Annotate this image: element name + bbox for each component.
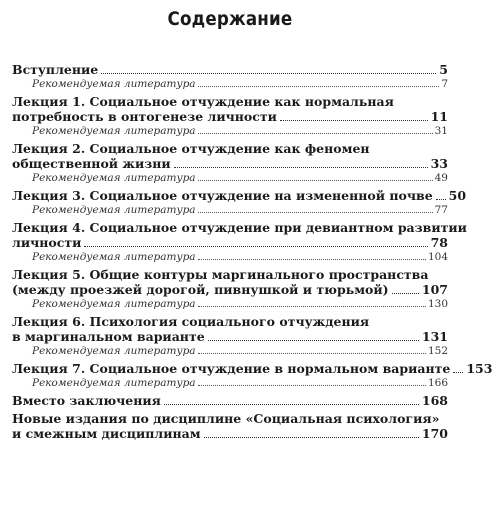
toc-line[interactable] <box>12 235 448 250</box>
toc-entry-title: Лекция 7. Социальное отчуждение в нормальном варианте <box>12 361 451 376</box>
toc-entry-title-cont: потребность в онтогенезе личности <box>12 109 277 124</box>
toc-page-number: 166 <box>427 377 448 389</box>
leader-dots <box>198 306 426 307</box>
toc-entry-title: Лекция 6. Психология социального отчуждения <box>12 314 370 329</box>
toc-line[interactable] <box>12 156 448 171</box>
toc-entry-title-cont: личности <box>12 235 82 250</box>
toc-entry-title: Вступление <box>12 62 99 77</box>
toc-page-number: 170 <box>421 426 448 441</box>
toc-subentry-title: Рекомендуемая литература <box>32 125 196 137</box>
leader-dots <box>198 385 426 386</box>
table-of-contents <box>12 62 492 444</box>
toc-entry-intro <box>12 62 448 91</box>
toc-entry-lecture-6 <box>12 314 448 358</box>
leader-dots <box>198 259 426 260</box>
toc-page-number: 11 <box>430 109 448 124</box>
toc-page <box>12 0 492 508</box>
toc-entry-conclusion <box>12 393 448 408</box>
toc-entry-title-cont: и смежным дисциплинам <box>12 426 201 441</box>
toc-line[interactable] <box>12 109 448 124</box>
toc-subentry-title: Рекомендуемая литература <box>32 298 196 310</box>
toc-page-number: 152 <box>427 345 448 357</box>
toc-line[interactable] <box>12 361 492 376</box>
toc-entry-lecture-2 <box>12 141 448 185</box>
toc-page-number: 7 <box>441 78 448 90</box>
toc-subentry-title: Рекомендуемая литература <box>32 204 196 216</box>
toc-page-number: 168 <box>421 393 448 408</box>
toc-entry-title: Лекция 1. Социальное отчуждение как нормальная <box>12 94 394 109</box>
toc-page-number: 49 <box>434 172 448 184</box>
page-title: Содержание <box>167 8 293 30</box>
toc-entry-title-cont: (между проезжей дорогой, пивнушкой и тюрьмой) <box>12 282 389 297</box>
toc-subentry-title: Рекомендуемая литература <box>32 377 196 389</box>
toc-line[interactable] <box>12 426 448 441</box>
leader-dots <box>198 133 433 134</box>
toc-entry-lecture-4 <box>12 220 467 264</box>
leader-dots <box>436 199 446 200</box>
toc-line[interactable] <box>12 62 448 77</box>
leader-dots <box>392 293 419 294</box>
toc-entry-title: Лекция 3. Социальное отчуждение на измененной почве <box>12 188 433 203</box>
toc-entry-new-editions <box>12 411 448 441</box>
toc-subentry[interactable] <box>32 203 448 217</box>
leader-dots <box>453 372 463 373</box>
leader-dots <box>198 353 426 354</box>
toc-subentry[interactable] <box>32 344 448 358</box>
toc-page-number: 78 <box>430 235 448 250</box>
toc-page-number: 50 <box>448 188 467 203</box>
toc-entry-title-cont: общественной жизни <box>12 156 171 171</box>
toc-page-number: 107 <box>421 282 448 297</box>
toc-subentry-title: Рекомендуемая литература <box>32 78 196 90</box>
toc-page-number: 130 <box>427 298 448 310</box>
leader-dots <box>280 120 428 121</box>
toc-page-number: 5 <box>439 62 448 77</box>
leader-dots <box>198 86 440 87</box>
leader-dots <box>198 180 433 181</box>
toc-entry-title: Новые издания по дисциплине «Социальная психология» <box>12 411 440 426</box>
toc-line[interactable] <box>12 188 467 203</box>
toc-page-number: 153 <box>466 361 492 376</box>
leader-dots <box>101 73 436 74</box>
toc-subentry[interactable] <box>32 376 448 390</box>
leader-dots <box>198 212 433 213</box>
toc-entry-title: Лекция 5. Общие контуры маргинального пространства <box>12 267 429 282</box>
toc-entry-title: Вместо заключения <box>12 393 161 408</box>
toc-page-number: 104 <box>427 251 448 263</box>
leader-dots <box>208 340 419 341</box>
leader-dots <box>204 437 419 438</box>
toc-entry-title-cont: в маргинальном варианте <box>12 329 205 344</box>
toc-entry-lecture-5 <box>12 267 448 311</box>
toc-page-number: 31 <box>434 125 448 137</box>
toc-subentry[interactable] <box>32 124 448 138</box>
toc-entry-title: Лекция 2. Социальное отчуждение как феномен <box>12 141 370 156</box>
leader-dots <box>84 246 427 247</box>
leader-dots <box>164 404 419 405</box>
toc-page-number: 33 <box>430 156 448 171</box>
toc-subentry[interactable] <box>32 297 448 311</box>
toc-entry-title: Лекция 4. Социальное отчуждение при девиантном развитии <box>12 220 467 235</box>
toc-line[interactable] <box>12 282 448 297</box>
leader-dots <box>174 167 428 168</box>
toc-subentry[interactable] <box>32 171 448 185</box>
toc-subentry[interactable] <box>32 250 448 264</box>
toc-subentry-title: Рекомендуемая литература <box>32 345 196 357</box>
toc-subentry-title: Рекомендуемая литература <box>32 172 196 184</box>
toc-subentry-title: Рекомендуемая литература <box>32 251 196 263</box>
toc-subentry[interactable] <box>32 77 448 91</box>
toc-page-number: 77 <box>434 204 448 216</box>
toc-page-number: 131 <box>421 329 448 344</box>
toc-entry-lecture-3 <box>12 188 467 217</box>
toc-line[interactable] <box>12 393 448 408</box>
toc-entry-lecture-7 <box>12 361 492 390</box>
toc-entry-lecture-1 <box>12 94 448 138</box>
toc-line[interactable] <box>12 329 448 344</box>
